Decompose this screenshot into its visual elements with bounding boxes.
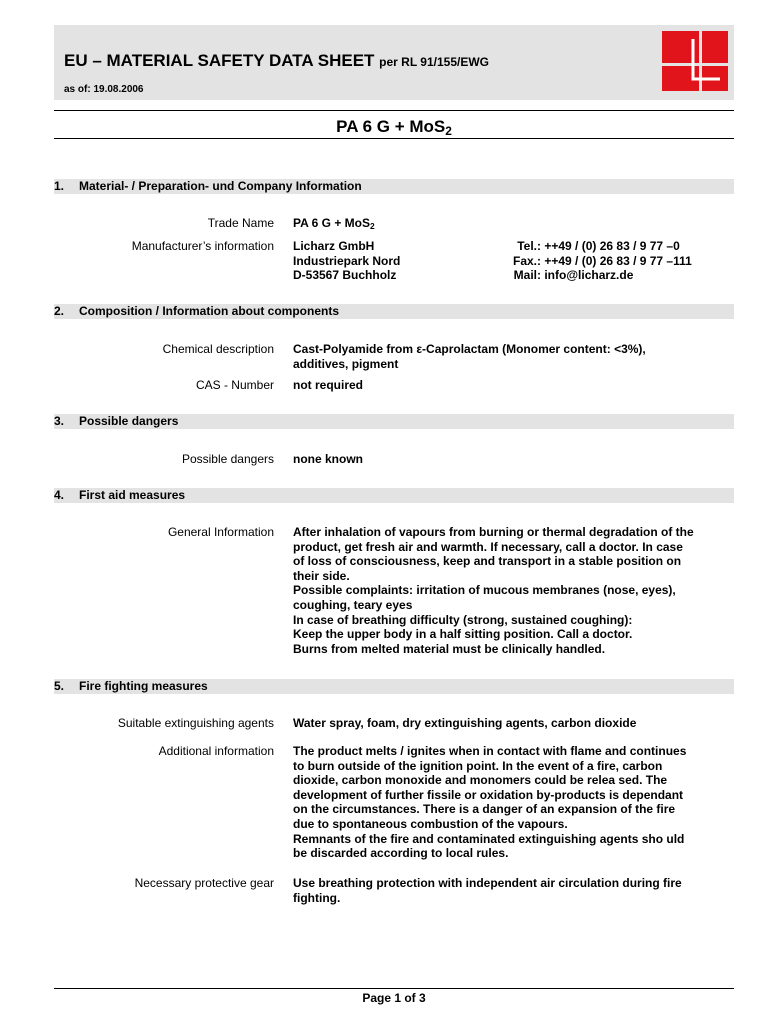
- section-1-header: [54, 179, 734, 194]
- company-street: Industriepark Nord: [293, 253, 401, 268]
- contact-tel: Tel.: ++49 / (0) 26 83 / 9 77 –0: [517, 239, 680, 253]
- trade-name-value: PA 6 G + MoS$_2$: [293, 216, 375, 232]
- general-information-value: After inhalation of vapours from burning or thermal degradation of the product, get fresh air and warmth. If necessary, call a doctor. In case of loss of consciousness, keep and transport in a stable position on their side. Possible complaints: irritation of mucous membranes (nose, eyes), coughing, teary eyes In case of breathing difficulty (strong, sustained coughing): Keep the upper body in a half sitting position. Call a doctor. Burns from melted material must be clinically handled.: [293, 525, 694, 656]
- document-title: [64, 51, 489, 71]
- document-date: as of: 19.08.2006: [64, 84, 144, 95]
- section-5-header: [54, 679, 734, 694]
- company-name: Licharz GmbH: [293, 239, 375, 253]
- protective-gear-value: Use breathing protection with independent air circulation during fire fighting.: [293, 876, 682, 905]
- title-regulation: per RL 91/155/EWG: [379, 55, 489, 69]
- manufacturer-label: Manufacturer’s information: [131, 239, 274, 253]
- additional-information-value: The product melts / ignites when in contact with flame and continues to burn outside of the ignition point. In the event of a fire, carbon dioxide, carbon monoxide and monomers could be relea sed. The development of further fissile or oxidation by-products is dependant on the circumstances. There is a danger of an expansion of the fire due to spontaneous combustion of the vapours. Remnants of the fire and contaminated extinguishing agents sho uld be discarded according to local rules.: [293, 744, 687, 861]
- section-number: 2.: [54, 304, 65, 318]
- section-number: 3.: [54, 414, 65, 428]
- chemical-description-value: Cast-Polyamide from ε-Caprolactam (Monomer content: <3%), additives, pigment: [293, 342, 646, 371]
- section-3-header: [54, 414, 734, 429]
- contact-mail: Mail: info@licharz.de: [513, 268, 634, 283]
- section-title: Material- / Preparation- und Company Information: [79, 179, 362, 193]
- rule-below-title: [54, 138, 734, 139]
- possible-dangers-value: none known: [293, 452, 363, 466]
- extinguishing-agents-label: Suitable extinguishing agents: [117, 716, 274, 730]
- cas-number-label: CAS - Number: [195, 378, 274, 392]
- manufacturer-address: [293, 239, 493, 283]
- possible-dangers-label: Possible dangers: [181, 452, 274, 466]
- general-information-label: General Information: [167, 525, 274, 539]
- rule-top: [54, 110, 734, 111]
- section-number: 4.: [54, 488, 65, 502]
- contact-fax: Fax.: ++49 / (0) 26 83 / 9 77 –111: [512, 253, 692, 268]
- section-4-header: [54, 488, 734, 503]
- trade-name-label: Trade Name: [207, 216, 274, 230]
- protective-gear-label: Necessary protective gear: [134, 876, 274, 890]
- section-title: Composition / Information about components: [79, 304, 339, 318]
- section-title: Fire fighting measures: [79, 679, 208, 693]
- section-2-header: [54, 304, 734, 319]
- section-number: 1.: [54, 179, 65, 193]
- extinguishing-agents-value: Water spray, foam, dry extinguishing agents, carbon dioxide: [293, 716, 637, 730]
- section-title: Possible dangers: [79, 414, 179, 428]
- title-text: EU – MATERIAL SAFETY DATA SHEET: [64, 51, 375, 70]
- additional-information-label: Additional information: [158, 744, 274, 758]
- section-title: First aid measures: [79, 488, 186, 502]
- chemical-description-label: Chemical description: [162, 342, 274, 356]
- company-city: D-53567 Buchholz: [293, 268, 397, 283]
- company-logo-icon: [662, 31, 728, 91]
- page-number: Page 1 of 3: [362, 991, 426, 1005]
- rule-footer: [54, 988, 734, 989]
- document-header: [54, 25, 734, 100]
- section-number: 5.: [54, 679, 65, 693]
- cas-number-value: not required: [293, 378, 364, 392]
- product-title: PA 6 G + MoS$_2$: [336, 117, 452, 138]
